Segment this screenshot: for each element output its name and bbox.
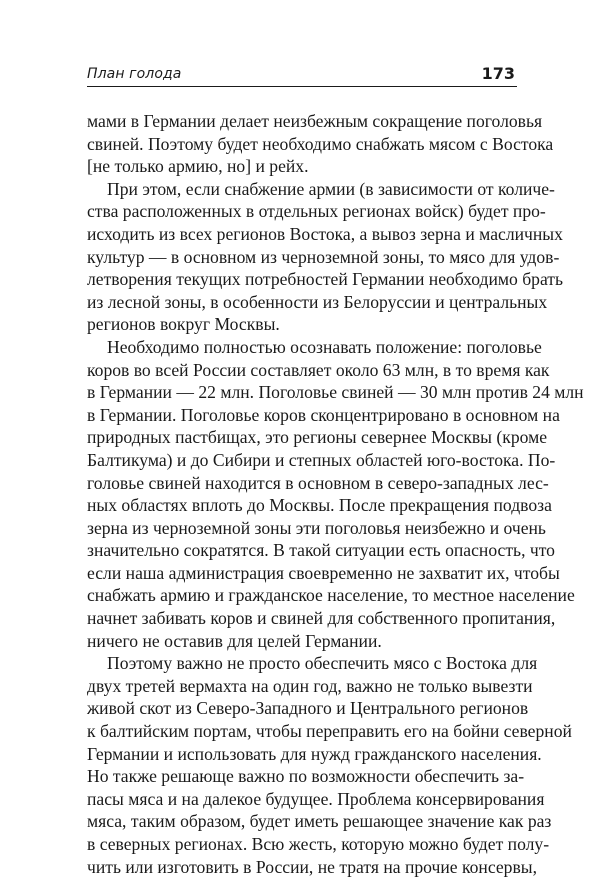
text-line: При этом, если снабжение армии (в зависимости от количе-	[107, 178, 555, 199]
running-title: План голода	[87, 66, 182, 82]
text-line: в северных регионах. Всю жесть, которую можно будет полу-	[87, 834, 550, 854]
text-line: живой скот из Северо-Западного и Центрального регионов	[87, 698, 529, 719]
text-line: в Германии. Поголовье коров сконцентрировано в основном на	[87, 404, 560, 425]
text-line: в Германии — 22 млн. Поголовье свиней — 30 млн против 24 млн	[87, 382, 584, 403]
text-line: ства расположенных в отдельных регионах войск) будет про-	[87, 201, 546, 222]
text-line: природных пастбищах, это регионы севернее Москвы (кроме	[87, 427, 548, 448]
text-line: зерна из черноземной зоны эти поголовья неизбежно и очень	[87, 517, 546, 538]
text-line: Необходимо полностью осознавать положение: поголовье	[107, 336, 542, 357]
text-line: чить или изготовить в России, не тратя на прочие консервы,	[87, 856, 538, 877]
text-line: Балтикума) и до Сибири и степных областей юго-востока. По-	[87, 449, 556, 470]
text-line: двух третей вермахта на один год, важно не только вывезти	[87, 675, 533, 696]
text-line: начнет забивать коров и свиней для собственного пропитания,	[87, 608, 556, 629]
text-line: головье свиней находится в основном в северо-западных лес-	[87, 472, 549, 493]
text-line: [не только армию, но] и рейх.	[87, 156, 309, 177]
text-line: регионов вокруг Москвы.	[87, 314, 280, 335]
text-line: исходить из всех регионов Востока, а вывоз зерна и масличных	[87, 223, 563, 244]
page-number: 173	[481, 64, 515, 83]
text-line: значительно сократятся. В такой ситуации есть опасность, что	[87, 540, 555, 561]
text-line: ничего не оставив для целей Германии.	[87, 630, 382, 651]
text-line: пасы мяса и на далекое будущее. Проблема консервирования	[87, 788, 545, 809]
text-line: коров во всей России составляет около 63 млн, в то время как	[87, 359, 550, 380]
running-header	[87, 64, 517, 87]
text-line: если наша администрация своевременно не захватит их, чтобы	[87, 562, 560, 583]
text-line: снабжать армию и гражданское население, то местное население	[87, 585, 575, 606]
body-text	[87, 110, 584, 878]
text-line: из лесной зоны, в особенности из Белоруссии и центральных	[87, 291, 548, 312]
text-line: летворения текущих потребностей Германии необходимо брать	[87, 269, 564, 290]
text-line: мяса, таким образом, будет иметь решающее значение как раз	[87, 811, 552, 832]
text-line: Поэтому важно не просто обеспечить мясо с Востока для	[107, 653, 538, 674]
text-line: свиней. Поэтому будет необходимо снабжать мясом с Востока	[87, 133, 554, 154]
text-line: Но также решающе важно по возможности обеспечить за-	[87, 766, 525, 787]
text-line: Германии и использовать для нужд гражданского населения.	[87, 743, 542, 764]
text-line: культур — в основном из черноземной зоны, то мясо для удов-	[87, 246, 560, 267]
text-line: ных областях вплоть до Москвы. После прекращения подвоза	[87, 495, 552, 516]
text-line: к балтийским портам, чтобы переправить его на бойни северной	[87, 721, 572, 742]
text-line: мами в Германии делает неизбежным сокращение поголовья	[87, 111, 543, 131]
